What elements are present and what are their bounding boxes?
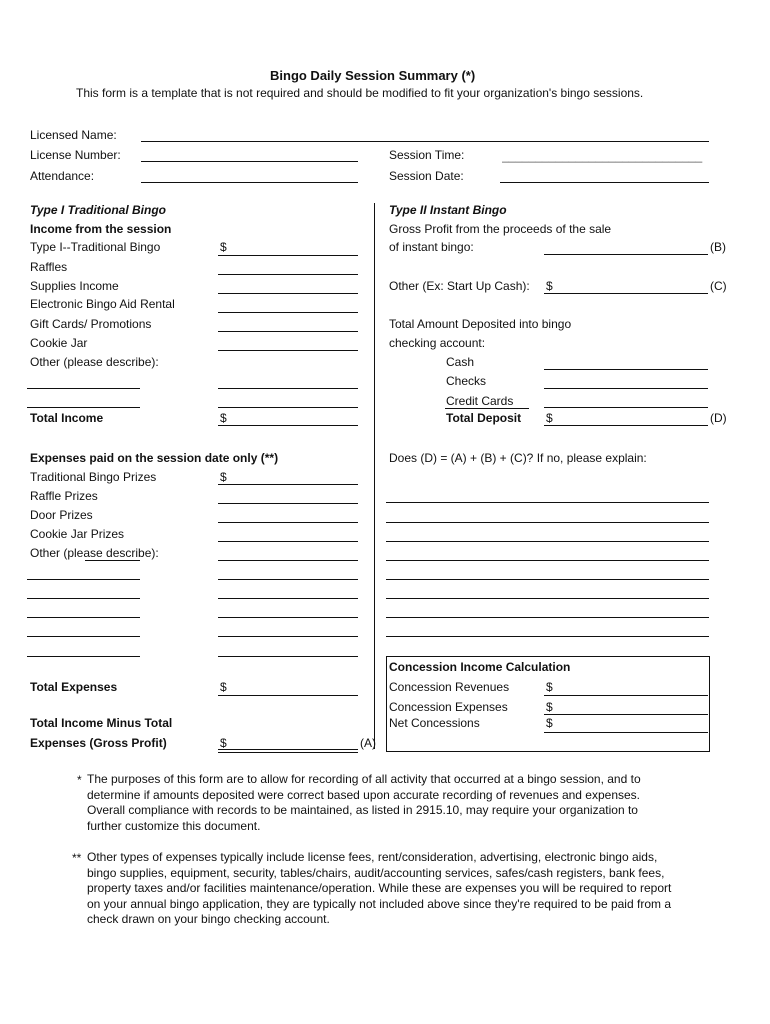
concession-expenses-field[interactable] bbox=[544, 714, 708, 715]
total-income-label: Total Income bbox=[30, 411, 104, 425]
net-concessions-label: Net Concessions bbox=[389, 716, 480, 730]
explain-line-7[interactable] bbox=[386, 617, 709, 618]
dollar-sign: $ bbox=[220, 240, 227, 254]
dollar-sign: $ bbox=[546, 700, 553, 714]
income-item-traditional: Type I--Traditional Bingo bbox=[30, 240, 161, 254]
type-i-heading: Type I Traditional Bingo bbox=[30, 203, 167, 217]
footnote-1-line: determine if amounts deposited were correct based upon accurate recording of revenues and expenses. bbox=[87, 787, 640, 802]
expense-raffle-prizes-field[interactable] bbox=[218, 503, 358, 504]
checks-field[interactable] bbox=[544, 388, 708, 389]
gross-profit-label-1: Gross Profit from the proceeds of the sale bbox=[389, 222, 612, 236]
expenses-heading: Expenses paid on the session date only (**) bbox=[30, 451, 279, 465]
footnote-star: * bbox=[77, 773, 82, 787]
expense-door-prizes-field[interactable] bbox=[218, 522, 358, 523]
explain-line-8[interactable] bbox=[386, 636, 709, 637]
income-cookie-jar-field[interactable] bbox=[218, 350, 358, 351]
expense-item-bingo-prizes: Traditional Bingo Prizes bbox=[30, 470, 157, 484]
session-date-field[interactable] bbox=[500, 182, 709, 183]
dollar-sign: $ bbox=[546, 411, 553, 425]
other-start-up-field[interactable] bbox=[544, 293, 708, 294]
marker-a: (A) bbox=[360, 736, 376, 750]
dollar-sign: $ bbox=[546, 716, 553, 730]
footnote-double-star: ** bbox=[72, 851, 82, 865]
dollar-sign: $ bbox=[546, 279, 553, 293]
income-item-supplies: Supplies Income bbox=[30, 279, 119, 293]
credit-cards-underline bbox=[445, 408, 529, 409]
deposit-label-2: checking account: bbox=[389, 336, 486, 350]
expense-other-desc-field-5[interactable] bbox=[27, 656, 140, 657]
attendance-field[interactable] bbox=[141, 182, 358, 183]
footnote-2 bbox=[87, 850, 671, 928]
instant-bingo-field[interactable] bbox=[544, 254, 708, 255]
concession-revenues-field[interactable] bbox=[544, 695, 708, 696]
income-item-gift-cards: Gift Cards/ Promotions bbox=[30, 317, 152, 331]
income-heading: Income from the session bbox=[30, 222, 172, 236]
total-deposit-label: Total Deposit bbox=[446, 411, 522, 425]
income-other-amount-field-2[interactable] bbox=[218, 407, 358, 408]
expense-other-desc-field[interactable] bbox=[27, 579, 140, 580]
dollar-sign: $ bbox=[220, 736, 227, 750]
credit-cards-field[interactable] bbox=[544, 407, 708, 408]
other-start-up-label: Other (Ex: Start Up Cash): bbox=[389, 279, 530, 293]
expense-item-cookie-jar-prizes: Cookie Jar Prizes bbox=[30, 527, 125, 541]
dollar-sign: $ bbox=[220, 411, 227, 425]
income-gift-cards-field[interactable] bbox=[218, 331, 358, 332]
reconciliation-question: Does (D) = (A) + (B) + (C)? If no, please explain: bbox=[389, 451, 647, 465]
expense-other-desc-field-3[interactable] bbox=[27, 617, 140, 618]
expense-item-door-prizes: Door Prizes bbox=[30, 508, 93, 522]
dollar-sign: $ bbox=[220, 470, 227, 484]
footnote-2-line: on your annual bingo application, they are typically not included above since they're required to be paid from a bbox=[87, 896, 671, 911]
income-raffles-field[interactable] bbox=[218, 274, 358, 275]
footnote-2-line: property taxes and/or facilities maintenance/operation. While these are expenses you will be required to report bbox=[87, 881, 672, 895]
explain-line-3[interactable] bbox=[386, 541, 709, 542]
income-item-cookie-jar: Cookie Jar bbox=[30, 336, 88, 350]
concession-expenses-label: Concession Expenses bbox=[389, 700, 508, 714]
footnote-1 bbox=[87, 772, 641, 834]
cash-field[interactable] bbox=[544, 369, 708, 370]
marker-d: (D) bbox=[710, 411, 727, 425]
expense-other-amount-field-3[interactable] bbox=[218, 617, 358, 618]
licensed-name-field[interactable] bbox=[141, 141, 709, 142]
total-income-field[interactable] bbox=[218, 425, 358, 426]
license-number-label: License Number: bbox=[30, 148, 121, 162]
net-concessions-field[interactable] bbox=[544, 732, 708, 733]
net-label-line1: Total Income Minus Total bbox=[30, 716, 173, 730]
income-item-electronic: Electronic Bingo Aid Rental bbox=[30, 297, 175, 311]
licensed-name-label: Licensed Name: bbox=[30, 128, 117, 142]
income-other-desc-field[interactable] bbox=[27, 388, 140, 389]
expense-item-raffle-prizes: Raffle Prizes bbox=[30, 489, 98, 503]
expense-item-other: Other (please describe): bbox=[30, 546, 159, 560]
session-time-field[interactable]: ______________________________ bbox=[502, 149, 703, 163]
session-time-label: Session Time: bbox=[389, 148, 465, 162]
footnote-2-line: check drawn on your bingo checking account. bbox=[87, 912, 330, 926]
explain-line-4[interactable] bbox=[386, 560, 709, 561]
income-other-desc-field-2[interactable] bbox=[27, 407, 140, 408]
expense-other-amount-field-2[interactable] bbox=[218, 598, 358, 599]
attendance-label: Attendance: bbox=[30, 169, 95, 183]
expense-other-amount-field[interactable] bbox=[218, 579, 358, 580]
checks-label: Checks bbox=[446, 374, 487, 388]
expense-other-amount-field-5[interactable] bbox=[218, 656, 358, 657]
dollar-sign: $ bbox=[546, 680, 553, 694]
expense-other-desc-field-2[interactable] bbox=[27, 598, 140, 599]
concession-heading: Concession Income Calculation bbox=[389, 660, 571, 674]
marker-b: (B) bbox=[710, 240, 726, 254]
explain-line-2[interactable] bbox=[386, 522, 709, 523]
gross-profit-label-2: of instant bingo: bbox=[389, 240, 474, 254]
column-divider bbox=[374, 203, 375, 749]
net-label-line2: Expenses (Gross Profit) bbox=[30, 736, 167, 750]
license-number-field[interactable] bbox=[141, 161, 358, 162]
deposit-label-1: Total Amount Deposited into bingo bbox=[389, 317, 572, 331]
expense-other-field[interactable] bbox=[218, 560, 358, 561]
expense-bingo-prizes-field[interactable] bbox=[218, 484, 358, 485]
gross-profit-field[interactable] bbox=[218, 749, 358, 750]
session-date-label: Session Date: bbox=[389, 169, 464, 183]
income-traditional-field[interactable] bbox=[218, 255, 358, 256]
footnote-2-line: bingo supplies, equipment, security, tables/chairs, audit/accounting services, safes/cash registers, bank fees, bbox=[87, 865, 665, 880]
footnote-1-line: further customize this document. bbox=[87, 818, 261, 833]
income-electronic-field[interactable] bbox=[218, 312, 358, 313]
footnote-2-line: Other types of expenses typically include license fees, rent/consideration, advertising, electronic bingo aids, bbox=[87, 850, 658, 864]
explain-line-5[interactable] bbox=[386, 579, 709, 580]
dollar-sign: $ bbox=[220, 680, 227, 694]
form-subtitle: This form is a template that is not required and should be modified to fit your organization's bingo sessions. bbox=[76, 86, 644, 100]
footnote-1-line: The purposes of this form are to allow for recording of all activity that occurred at a bingo session, and to bbox=[87, 772, 641, 786]
credit-cards-label: Credit Cards bbox=[446, 394, 514, 408]
type-ii-heading: Type II Instant Bingo bbox=[389, 203, 507, 217]
footnote-1-line: Overall compliance with records to be maintained, as listed in 2915.10, may require your organization to bbox=[87, 803, 638, 817]
explain-line-6[interactable] bbox=[386, 598, 709, 599]
expense-other-desc-field-4[interactable] bbox=[27, 636, 140, 637]
income-item-other: Other (please describe): bbox=[30, 355, 159, 369]
expense-other-amount-field-4[interactable] bbox=[218, 636, 358, 637]
form-title: Bingo Daily Session Summary (*) bbox=[270, 68, 476, 83]
marker-c: (C) bbox=[710, 279, 727, 293]
income-item-raffles: Raffles bbox=[30, 260, 68, 274]
expense-other-underline bbox=[85, 560, 140, 561]
cash-label: Cash bbox=[446, 355, 475, 369]
total-expenses-field[interactable] bbox=[218, 695, 358, 696]
gross-profit-field-double bbox=[218, 752, 358, 753]
income-other-amount-field[interactable] bbox=[218, 388, 358, 389]
explain-line-1[interactable] bbox=[386, 502, 709, 503]
total-expenses-label: Total Expenses bbox=[30, 680, 118, 694]
income-supplies-field[interactable] bbox=[218, 293, 358, 294]
expense-cookie-jar-field[interactable] bbox=[218, 541, 358, 542]
total-deposit-field[interactable] bbox=[544, 425, 708, 426]
concession-revenues-label: Concession Revenues bbox=[389, 680, 510, 694]
